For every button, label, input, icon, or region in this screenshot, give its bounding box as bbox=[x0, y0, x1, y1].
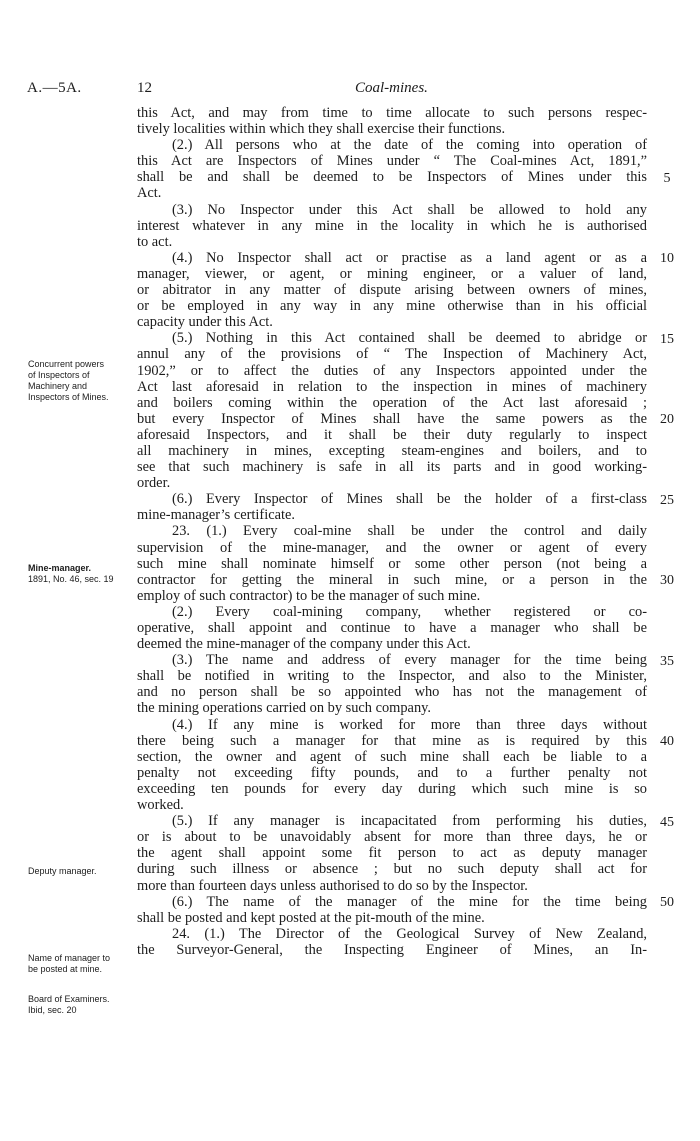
side-note-concurrent-powers: Concurrent powers of Inspectors of Machinery and Inspectors of Mines. bbox=[28, 359, 109, 402]
line-number: 15 bbox=[660, 332, 674, 347]
text-line: more than fourteen days unless authorised to do so by the Inspector. bbox=[137, 877, 528, 894]
text-line: the Surveyor-General, the Inspecting Engineer of Mines, an In- bbox=[137, 941, 647, 958]
text-line: or is about to be unavoidably absent for more than three days, he or bbox=[137, 829, 647, 846]
text-line: this Act, and may from time to time allocate to such persons respec- bbox=[137, 105, 647, 121]
text-line: or abitrator in any matter of dispute arising between owners of mines, bbox=[137, 282, 647, 299]
line-number: 30 bbox=[660, 573, 674, 588]
text-line: supervision of the mine-manager, and the owner or agent of every bbox=[137, 539, 647, 556]
text-line: during such illness or absence ; but no such deputy shall act for bbox=[137, 861, 647, 878]
text-line: annul any of the provisions of “ The Inspection of Machinery Act, bbox=[137, 346, 647, 363]
text-line: Act. bbox=[137, 185, 162, 202]
text-line: this Act are Inspectors of Mines under “ The Coal-mines Act, 1891,” bbox=[137, 153, 647, 170]
text-line: shall be posted and kept posted at the pit-mouth of the mine. bbox=[137, 909, 485, 926]
text-line: 23. (1.) Every coal-mine shall be under the control and daily bbox=[172, 523, 647, 540]
text-line: but every Inspector of Mines shall have the same powers as the bbox=[137, 410, 647, 427]
side-note-mine-manager: Mine-manager. 1891, No. 46, sec. 19 bbox=[28, 563, 114, 584]
text-line: shall be notified in writing to the Inspector, and also to the Minister, bbox=[137, 668, 647, 685]
text-line: see that such machinery is safe in all its parts and in good working- bbox=[137, 459, 647, 476]
line-number: 20 bbox=[660, 412, 674, 427]
text-line: deemed the mine-manager of the company under this Act. bbox=[137, 636, 471, 653]
text-line: and no person shall be so appointed who has not the management of bbox=[137, 684, 647, 701]
line-number: 25 bbox=[660, 493, 674, 508]
text-line: order. bbox=[137, 475, 171, 492]
text-line: employ of such contractor) to be the manager of such mine. bbox=[137, 587, 481, 604]
body-text bbox=[137, 105, 647, 958]
line-number: 5 bbox=[663, 171, 671, 186]
line-number: 40 bbox=[660, 734, 674, 749]
text-line: tively localities within which they shall exercise their functions. bbox=[137, 121, 506, 138]
text-line: worked. bbox=[137, 797, 184, 814]
text-line: all machinery in mines, excepting steam-engines and boilers, and to bbox=[137, 442, 647, 459]
text-line: aforesaid Inspectors, and it shall be their duty regularly to inspect bbox=[137, 426, 647, 443]
side-note-name-posted: Name of manager to be posted at mine. bbox=[28, 953, 111, 974]
text-line: (6.) The name of the manager of the mine for the time being bbox=[172, 893, 647, 910]
text-line: (4.) No Inspector shall act or practise as a land agent or as a bbox=[172, 249, 647, 266]
text-line: mine-manager’s certificate. bbox=[137, 507, 295, 524]
side-note-board-examiners: Board of Examiners. Ibid, sec. 20 bbox=[28, 994, 110, 1015]
text-line: Act last aforesaid in relation to the inspection in mines of machinery bbox=[137, 378, 647, 395]
page-code: A.—5A. bbox=[27, 80, 82, 96]
text-line: there being such a manager for that mine as is required by this bbox=[137, 732, 647, 749]
text-line: or be employed in any way in any mine otherwise than in his official bbox=[137, 298, 647, 315]
text-line: (5.) Nothing in this Act contained shall be deemed to abridge or bbox=[172, 330, 647, 347]
text-line: contractor for getting the mineral in such mine, or a person in the bbox=[137, 571, 647, 588]
page-number: 12 bbox=[137, 80, 152, 96]
text-line: manager, viewer, or agent, or mining engineer, or a valuer of land, bbox=[137, 265, 647, 282]
text-line: (3.) The name and address of every manager for the time being bbox=[172, 652, 647, 669]
line-number: 50 bbox=[660, 895, 674, 910]
line-number: 35 bbox=[660, 654, 674, 669]
running-title: Coal-mines. bbox=[355, 80, 428, 96]
text-line: such mine shall nominate himself or some other person (not being a bbox=[137, 555, 647, 572]
text-line: and boilers coming within the operation of the Act last aforesaid ; bbox=[137, 394, 647, 411]
side-note-deputy-manager: Deputy manager. bbox=[28, 866, 97, 876]
line-number: 10 bbox=[660, 251, 674, 266]
text-line: exceeding ten pounds for every day during which such mine is so bbox=[137, 780, 647, 797]
text-line: (5.) If any manager is incapacitated from performing his duties, bbox=[172, 813, 647, 830]
text-line: to act. bbox=[137, 233, 173, 250]
text-line: section, the owner and agent of such mine shall each be liable to a bbox=[137, 748, 647, 765]
text-line: operative, shall appoint and continue to have a manager who shall be bbox=[137, 620, 647, 636]
text-line: the agent shall appoint some fit person to act as deputy manager bbox=[137, 845, 647, 862]
text-line: 1902,” or to affect the duties of any Inspectors appointed under the bbox=[137, 362, 647, 379]
text-line: shall be and shall be deemed to be Inspectors of Mines under this bbox=[137, 169, 647, 186]
text-line: capacity under this Act. bbox=[137, 314, 273, 331]
text-line: penalty not exceeding fifty pounds, and to a further penalty not bbox=[137, 764, 647, 781]
text-line: (3.) No Inspector under this Act shall be allowed to hold any bbox=[172, 201, 647, 218]
text-line: the mining operations carried on by such company. bbox=[137, 700, 431, 717]
text-line: interest whatever in any mine in the locality in which he is authorised bbox=[137, 217, 647, 234]
text-line: (2.) All persons who at the date of the coming into operation of bbox=[172, 137, 647, 154]
text-line: 24. (1.) The Director of the Geological Survey of New Zealand, bbox=[172, 925, 647, 942]
text-line: (4.) If any mine is worked for more than three days without bbox=[172, 716, 647, 733]
text-line: (6.) Every Inspector of Mines shall be the holder of a first-class bbox=[172, 491, 647, 508]
text-line: (2.) Every coal-mining company, whether registered or co- bbox=[172, 603, 647, 620]
line-number: 45 bbox=[660, 815, 674, 830]
